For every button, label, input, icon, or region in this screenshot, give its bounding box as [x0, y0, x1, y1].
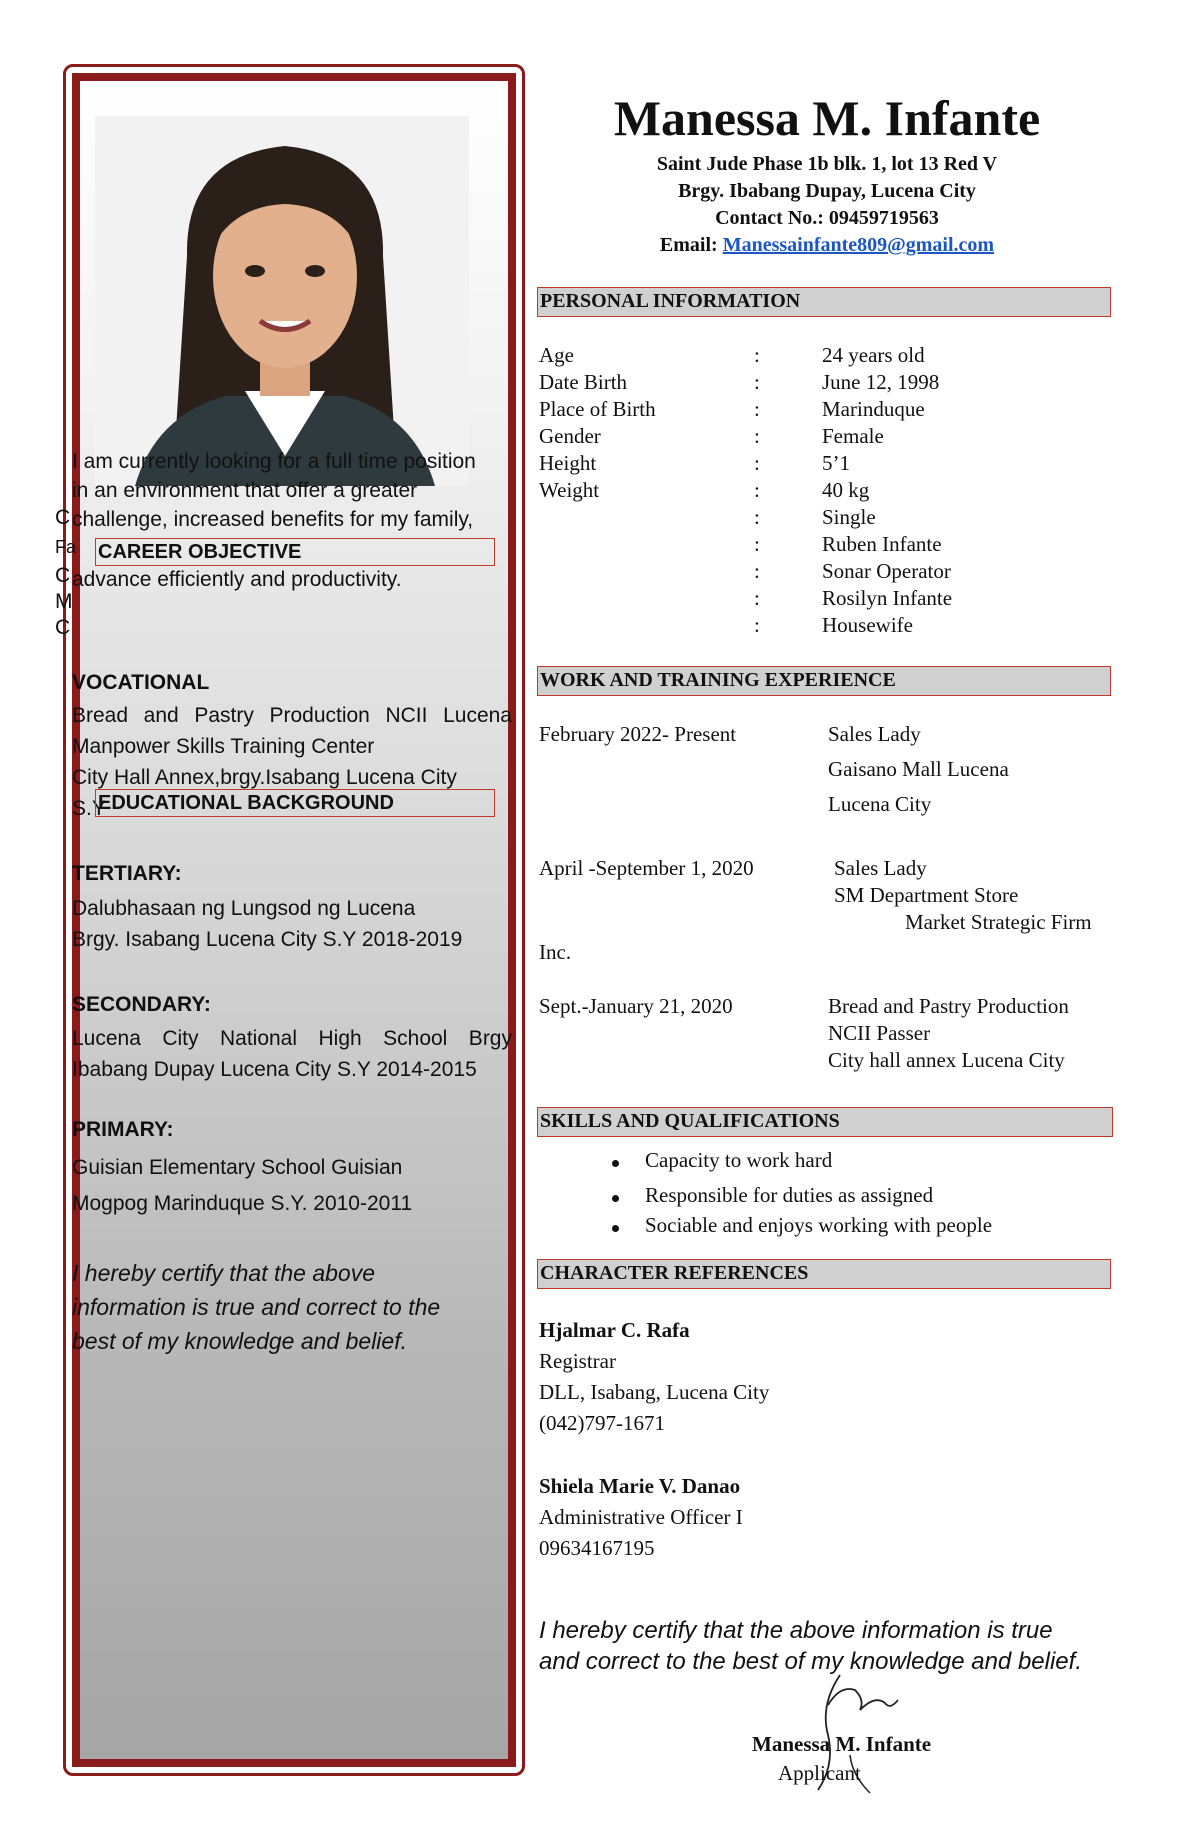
reference-line: Administrative Officer I	[539, 1505, 743, 1529]
info-label: Weight	[539, 478, 600, 502]
overflow-letter: C	[55, 506, 71, 529]
job-line: Lucena City	[828, 792, 932, 816]
work-experience-heading: WORK AND TRAINING EXPERIENCE	[537, 666, 1111, 696]
signatory-name: Manessa M. Infante	[752, 1732, 932, 1756]
job-suffix: Inc.	[539, 940, 572, 964]
info-colon: :	[754, 343, 760, 367]
address-line: Saint Jude Phase 1b blk. 1, lot 13 Red V	[656, 153, 998, 175]
profile-photo-illustration	[95, 116, 469, 486]
tertiary-line: Brgy. Isabang Lucena City S.Y 2018-2019	[72, 928, 463, 951]
skills-heading: SKILLS AND QUALIFICATIONS	[537, 1107, 1113, 1137]
job-date: April -September 1, 2020	[539, 856, 754, 880]
info-label: Place of Birth	[539, 397, 656, 421]
job-date: February 2022- Present	[539, 722, 737, 746]
reference-name: Shiela Marie V. Danao	[539, 1474, 741, 1498]
primary-heading: PRIMARY:	[72, 1118, 174, 1141]
email-label: Email:	[659, 234, 718, 256]
info-colon: :	[754, 370, 760, 394]
skill-item: Sociable and enjoys working with people	[645, 1213, 993, 1237]
references-heading: CHARACTER REFERENCES	[537, 1259, 1111, 1289]
info-colon: :	[754, 478, 760, 502]
info-label: Age	[539, 343, 574, 367]
vocational-line: Bread and Pastry Production NCII Lucena	[72, 704, 512, 727]
overflow-letter: C	[55, 616, 71, 639]
left-certify-line: best of my knowledge and belief.	[72, 1328, 407, 1354]
overflow-letter: M	[55, 590, 73, 613]
info-colon: :	[754, 424, 760, 448]
reference-line: 09634167195	[539, 1536, 655, 1560]
address-line: Brgy. Ibabang Dupay, Lucena City	[678, 180, 976, 202]
email-link[interactable]: Manessainfante809@gmail.com	[722, 234, 995, 256]
vocational-line: Manpower Skills Training Center	[72, 735, 375, 758]
job-line: NCII Passer	[828, 1021, 931, 1045]
info-value: 5’1	[822, 451, 850, 475]
secondary-line: Ibabang Dupay Lucena City S.Y 2014-2015	[72, 1058, 477, 1081]
educational-background-heading: EDUCATIONAL BACKGROUND	[95, 789, 495, 817]
secondary-line: Lucena City National High School Brgy	[72, 1027, 512, 1050]
info-value: Ruben Infante	[822, 532, 942, 556]
info-value: Marinduque	[822, 397, 925, 421]
personal-information-heading: PERSONAL INFORMATION	[537, 287, 1111, 317]
objective-line: in an environment that offer a greater	[72, 479, 418, 502]
tertiary-line: Dalubhasaan ng Lungsod ng Lucena	[72, 897, 416, 920]
info-label: Gender	[539, 424, 601, 448]
info-value: Female	[822, 424, 884, 448]
email-row	[537, 234, 1117, 257]
job-line: Sales Lady	[834, 856, 927, 880]
info-value: Housewife	[822, 613, 913, 637]
info-colon: :	[754, 559, 760, 583]
vocational-sy: S.Y	[72, 797, 106, 820]
job-line: SM Department Store	[834, 883, 1019, 907]
primary-line: Mogpog Marinduque S.Y. 2010-2011	[72, 1192, 413, 1215]
info-label: Date Birth	[539, 370, 628, 394]
left-certify-line: I hereby certify that the above	[72, 1260, 376, 1286]
job-line: Sales Lady	[828, 722, 921, 746]
reference-line: DLL, Isabang, Lucena City	[539, 1380, 770, 1404]
skill-item: Capacity to work hard	[645, 1148, 833, 1172]
info-value: June 12, 1998	[822, 370, 940, 394]
reference-line: (042)797-1671	[539, 1411, 665, 1435]
secondary-heading: SECONDARY:	[72, 993, 211, 1016]
job-line: Gaisano Mall Lucena	[828, 757, 1009, 781]
profile-photo	[95, 116, 469, 486]
job-line: Bread and Pastry Production	[828, 994, 1069, 1018]
objective-line: advance efficiently and productivity.	[72, 568, 402, 591]
info-colon: :	[754, 397, 760, 421]
overflow-letter: Fa	[55, 537, 77, 557]
reference-line: Registrar	[539, 1349, 616, 1373]
info-value: Single	[822, 505, 876, 529]
left-certify-line: information is true and correct to the	[72, 1294, 441, 1320]
vocational-heading: VOCATIONAL	[72, 671, 210, 694]
info-colon: :	[754, 613, 760, 637]
career-objective-heading: CAREER OBJECTIVE	[95, 538, 495, 566]
bullet-icon	[612, 1225, 619, 1232]
tertiary-heading: TERTIARY:	[72, 862, 182, 885]
certify-line: and correct to the best of my knowledge and belief.	[539, 1648, 1082, 1675]
bullet-icon	[612, 1160, 619, 1167]
signatory-role: Applicant	[778, 1761, 861, 1785]
info-colon: :	[754, 586, 760, 610]
info-colon: :	[754, 532, 760, 556]
info-value: Sonar Operator	[822, 559, 951, 583]
certify-line: I hereby certify that the above information is true	[539, 1617, 1053, 1644]
skill-item: Responsible for duties as assigned	[645, 1183, 934, 1207]
vocational-line: City Hall Annex,brgy.Isabang Lucena City	[72, 766, 457, 789]
primary-line: Guisian Elementary School Guisian	[72, 1156, 403, 1179]
info-colon: :	[754, 505, 760, 529]
info-colon: :	[754, 451, 760, 475]
contact-number: Contact No.: 09459719563	[715, 207, 939, 229]
bullet-icon	[612, 1195, 619, 1202]
info-value: 40 kg	[822, 478, 870, 502]
objective-line: I am currently looking for a full time position	[72, 450, 476, 473]
info-value: 24 years old	[822, 343, 925, 367]
overflow-letter: C	[55, 564, 71, 587]
job-date: Sept.-January 21, 2020	[539, 994, 733, 1018]
job-line: Market Strategic Firm	[905, 910, 1092, 934]
info-label: Height	[539, 451, 597, 475]
objective-line: challenge, increased benefits for my family,	[72, 508, 474, 531]
applicant-name: Manessa M. Infante	[613, 90, 1041, 146]
reference-name: Hjalmar C. Rafa	[539, 1318, 690, 1342]
job-line: City hall annex Lucena City	[828, 1048, 1065, 1072]
info-value: Rosilyn Infante	[822, 586, 953, 610]
